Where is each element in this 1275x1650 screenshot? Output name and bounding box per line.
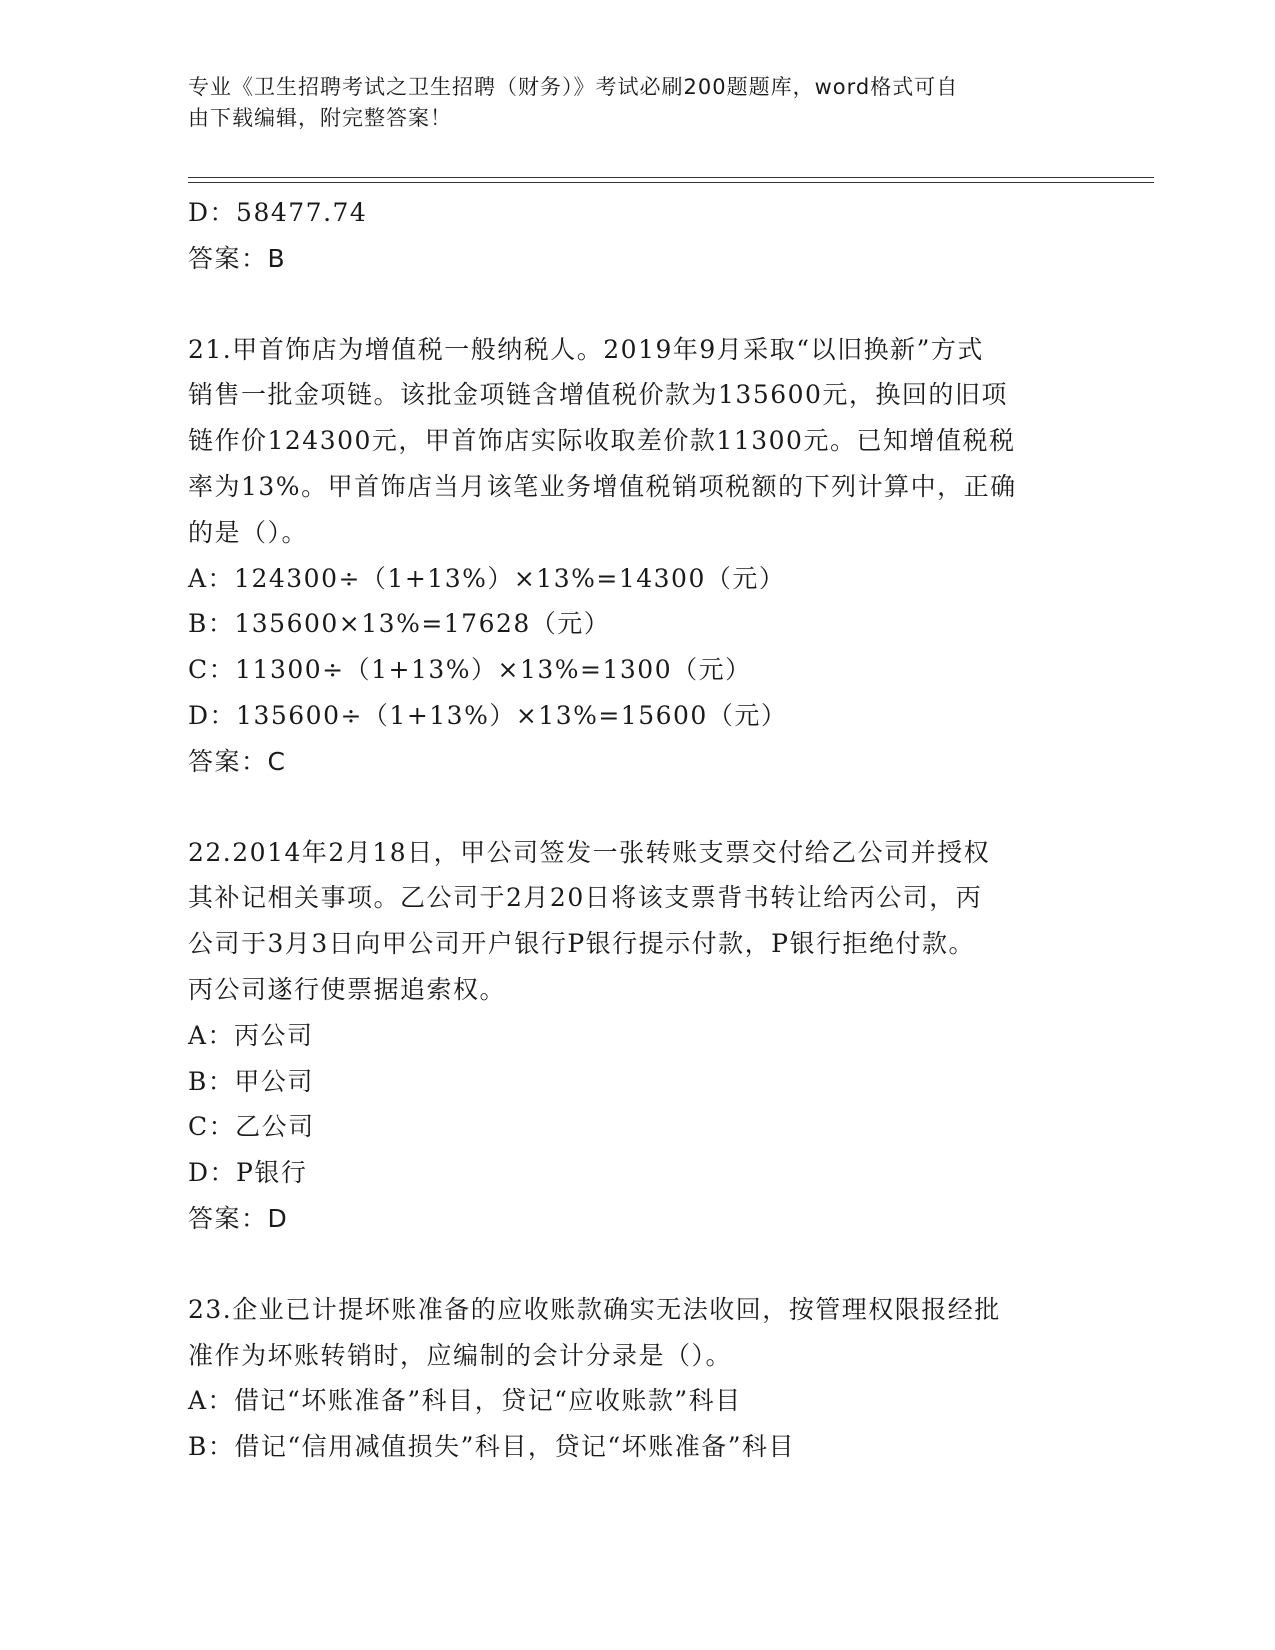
answer: 答案：B (188, 243, 287, 273)
question-line: 23.企业已计提坏账准备的应收账款确实无法收回，按管理权限报经批 (188, 1294, 1001, 1324)
option-d: D：P银行 (188, 1158, 308, 1188)
question-line: 销售一批金项链。该批金项链含增值税价款为135600元，换回的旧项 (188, 380, 1008, 410)
option-c: C：乙公司 (188, 1112, 315, 1142)
question-line: 丙公司遂行使票据追索权。 (188, 974, 507, 1004)
document-body (188, 190, 1088, 1470)
option-a: A：丙公司 (188, 1020, 314, 1050)
answer: 答案：C (188, 746, 287, 776)
spacer (188, 282, 1088, 327)
header-divider-bottom (188, 182, 1154, 183)
question-text (188, 1287, 1088, 1379)
question-line: 22.2014年2月18日，甲公司签发一张转账支票交付给乙公司并授权 (188, 837, 991, 867)
question-line: 准作为坏账转销时，应编制的会计分录是（）。 (188, 1340, 733, 1370)
option-d: D：58477.74 (188, 198, 368, 227)
option-c: C：11300÷（1+13%）×13%=1300（元） (188, 655, 752, 685)
question-text (188, 327, 1088, 556)
header-line-2: 由下载编辑，附完整答案！ (188, 106, 452, 130)
option-d: D：135600÷（1+13%）×13%=15600（元） (188, 700, 788, 730)
spacer (188, 1242, 1088, 1287)
question-line: 公司于3月3日向甲公司开户银行P银行提示付款，P银行拒绝付款。 (188, 929, 975, 959)
header-divider-top (188, 177, 1154, 178)
question-21 (188, 327, 1088, 785)
option-b: B：借记“信用减值损失”科目，贷记“坏账准备”科目 (188, 1432, 795, 1462)
question-23 (188, 1287, 1088, 1470)
question-line: 率为13%。甲首饰店当月该笔业务增值税销项税额的下列计算中，正确 (188, 471, 1017, 501)
document-header (188, 72, 1068, 134)
question-line: 链作价124300元，甲首饰店实际收取差价款11300元。已知增值税税 (188, 426, 1016, 456)
option-a: A：124300÷（1+13%）×13%=14300（元） (188, 563, 786, 593)
option-b: B：甲公司 (188, 1066, 314, 1096)
question-line: 的是（）。 (188, 517, 309, 547)
answer: 答案：D (188, 1203, 289, 1233)
option-b: B：135600×13%=17628（元） (188, 609, 611, 639)
question-text (188, 830, 1088, 1013)
spacer (188, 785, 1088, 830)
header-line-1: 专业《卫生招聘考试之卫生招聘（财务）》考试必刷200题题库，word格式可自 (188, 75, 959, 99)
question-22 (188, 830, 1088, 1242)
question-line: 21.甲首饰店为增值税一般纳税人。2019年9月采取“以旧换新”方式 (188, 334, 984, 364)
option-a: A：借记“坏账准备”科目，贷记“应收账款”科目 (188, 1386, 742, 1416)
question-line: 其补记相关事项。乙公司于2月20日将该支票背书转让给丙公司，丙 (188, 883, 983, 913)
